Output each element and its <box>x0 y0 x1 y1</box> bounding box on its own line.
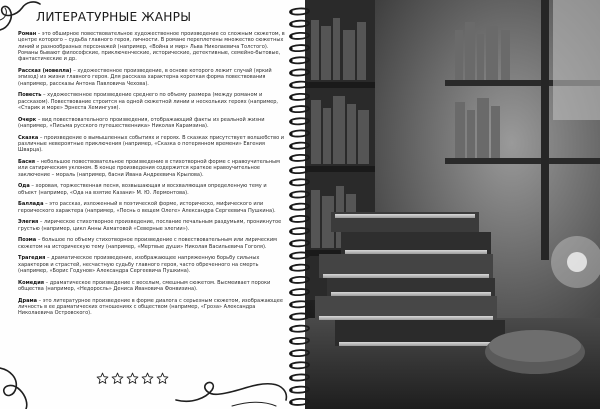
star-outline-icon <box>111 372 124 385</box>
spiral-ring <box>290 326 309 332</box>
binding-hole <box>289 267 292 270</box>
genre-definition: – это литературное произведение в форме диалога с серьезным сюжетом, изображающее личность в ее драматических отношениях с обществом (например, «Гроза» Александра Николаевича Островского). <box>18 297 283 317</box>
spiral-ring <box>290 130 309 136</box>
binding-hole <box>289 169 292 172</box>
spiral-ring <box>290 265 309 271</box>
binding-hole <box>289 145 292 148</box>
binding-hole <box>289 47 292 50</box>
binding-hole <box>289 279 292 282</box>
genre-entry <box>18 201 286 214</box>
binding-hole <box>289 71 292 74</box>
spiral-ring <box>290 191 309 197</box>
genre-term: Ода <box>18 183 30 190</box>
binding-hole <box>289 315 292 318</box>
genre-term: Элегия <box>18 219 39 226</box>
binding-hole <box>289 35 292 38</box>
spiral-ring <box>290 228 309 234</box>
page-title: ЛИТЕРАТУРНЫЕ ЖАНРЫ <box>36 10 192 24</box>
spiral-ring <box>290 69 309 75</box>
genre-entry <box>18 92 286 111</box>
spiral-ring <box>290 289 309 295</box>
binding-hole <box>289 206 292 209</box>
genre-entry <box>18 159 286 178</box>
binding-hole <box>289 328 292 331</box>
spiral-ring <box>290 21 309 27</box>
genre-definition: – большое по объему стихотворное произведение с повествовательным или лирическим сюжетом на историческую тему (например, «Мертвые души» Николая Васильевича Гоголя). <box>18 237 277 250</box>
spiral-ring <box>290 216 309 222</box>
genre-definition: – это рассказ, изложенный в поэтической форме, историческо, мифического или героического характера (например, «Песнь о вещем Олеге» Александра Сергеевича Пушкина). <box>18 201 276 214</box>
genre-entry <box>18 219 286 232</box>
binding-hole <box>289 59 292 62</box>
binding-hole <box>289 230 292 233</box>
star-outline-icon <box>126 372 139 385</box>
genre-entry <box>18 298 286 317</box>
genre-term: Трагедия <box>18 255 46 262</box>
genre-definition: – драматическое произведение, изображающее напряженную борьбу сильных характеров и страстей, несчастную судьбу главного героя, часто обреченного на смерть (например, «Борис Годунов» Александра Сергеевича Пушкина). <box>18 255 260 274</box>
rating-stars <box>96 372 172 386</box>
genre-definition: – лирическое стихотворное произведение, послание печальным раздумьям, проникнутое грустью (например, цикл Анны Ахматовой «Северные элегии»). <box>18 219 282 232</box>
genre-definition: – это обширное повествовательное художественное произведение со сложным сюжетом, в центре которого – судьба главного героя, личности. В романе переплетены множество сюжетных линий и разнообразных персонажей (например, «Война и мир» Льва Николаевича Толстого). Романы бывают философские, приключенческие, исторические, детективные, семейно-бытовые, фантастические и др. <box>18 31 285 63</box>
binding-hole <box>289 84 292 87</box>
spiral-ring <box>290 33 309 39</box>
spiral-ring <box>290 45 309 51</box>
genre-entry <box>18 237 286 250</box>
spiral-ring <box>290 350 309 356</box>
binding-hole <box>289 376 292 379</box>
binding-hole <box>289 364 292 367</box>
binding-hole <box>289 132 292 135</box>
spiral-ring <box>290 8 309 14</box>
stack-of-books-icon <box>305 0 600 409</box>
spiral-ring <box>290 57 309 63</box>
binding-hole <box>289 10 292 13</box>
binding-hole <box>289 23 292 26</box>
genre-definition: – хоровая, торжественная песня, возвышающая и восхваляющая определенную тему и объект (например, «Ода на взятие Казани» М. Ю. Лермонтова). <box>18 183 267 196</box>
spiral-ring <box>290 387 309 393</box>
genre-entry <box>18 68 286 87</box>
spiral-ring <box>290 167 309 173</box>
star-outline-icon <box>141 372 154 385</box>
spiral-ring <box>290 179 309 185</box>
genre-entry <box>18 31 286 63</box>
binding-hole <box>289 108 292 111</box>
genre-entry <box>18 117 286 130</box>
genre-definition: – небольшое повествовательное произведение в стихотворной форме с нравоучительным или сатирическим уклоном. В конце произведения содержится краткое нравоучительное заключение – мораль (например, басни Ивана Андреевича Крылова). <box>18 158 280 178</box>
spiral-ring <box>290 338 309 344</box>
star-outline-icon <box>96 372 109 385</box>
spiral-ring <box>290 106 309 112</box>
binding-hole <box>289 157 292 160</box>
genre-entry <box>18 255 286 274</box>
spiral-ring <box>290 399 309 405</box>
genre-term: Комедия <box>18 279 44 286</box>
genre-term: Рассказ (новелла) <box>18 68 72 75</box>
binding-hole <box>289 340 292 343</box>
spiral-binding <box>287 0 313 409</box>
spiral-ring <box>290 82 309 88</box>
binding-hole <box>289 352 292 355</box>
genre-definition: – художественное произведение, в основе которого лежит случай (яркий эпизод) из жизни главного героя. Для рассказа характерна короткая форма повествования (например, рассказы Антона Павловича Чехова). <box>18 68 272 87</box>
binding-hole <box>289 120 292 123</box>
genre-definition: – произведение о вымышленных событиях и героях. В сказках присутствует волшебство и различные невероятные приключения (например, «Сказка о потерянном времени» Евгения Шварца). <box>18 134 285 154</box>
genre-definition: – драматическое произведение с веселым, смешным сюжетом. Высмеивает пороки общества (например, «Недоросль» Дениса Ивановича Фонвизина). <box>18 279 271 292</box>
spiral-ring <box>290 143 309 149</box>
genre-term: Поэма <box>18 237 37 244</box>
genre-term: Очерк <box>18 116 37 123</box>
binding-hole <box>289 218 292 221</box>
binding-hole <box>289 303 292 306</box>
spiral-ring <box>290 94 309 100</box>
genre-definition: – вид повествовательного произведения, отображающий факты из реальной жизни (например, «Письма русского путешественника» Николая Карамзина). <box>18 116 265 130</box>
binding-hole <box>289 242 292 245</box>
spiral-ring <box>290 204 309 210</box>
genre-term: Сказка <box>18 134 39 141</box>
genre-term: Повесть <box>18 92 42 99</box>
genre-entry <box>18 183 286 196</box>
genre-term: Баллада <box>18 201 44 208</box>
genre-list <box>18 31 286 322</box>
left-page <box>0 0 297 409</box>
genre-definition: – художественное произведение среднего по объему размера (между романом и рассказом). Повествование строится на одной сюжетной линии и нескольких героях (например, «Старик и море» Эрнеста Хемингуэя). <box>18 92 279 112</box>
spiral-ring <box>290 252 309 258</box>
spiral-ring <box>290 362 309 368</box>
swirl-ornament-icon <box>0 362 40 409</box>
binding-hole <box>289 291 292 294</box>
spiral-ring <box>290 374 309 380</box>
spiral-ring <box>290 118 309 124</box>
binding-hole <box>289 96 292 99</box>
genre-term: Роман <box>18 31 37 37</box>
spiral-ring <box>290 313 309 319</box>
binding-hole <box>289 401 292 404</box>
spiral-ring <box>290 301 309 307</box>
binding-hole <box>289 254 292 257</box>
books-photo <box>305 0 600 409</box>
genre-term: Басня <box>18 158 35 165</box>
binding-hole <box>289 181 292 184</box>
binding-hole <box>289 193 292 196</box>
spiral-ring <box>290 155 309 161</box>
binding-hole <box>289 389 292 392</box>
spiral-ring <box>290 240 309 246</box>
genre-term: Драма <box>18 297 38 304</box>
spiral-ring <box>290 277 309 283</box>
star-outline-icon <box>156 372 169 385</box>
genre-entry <box>18 135 286 154</box>
swirl-ornament-icon <box>172 370 292 409</box>
genre-entry <box>18 280 286 293</box>
